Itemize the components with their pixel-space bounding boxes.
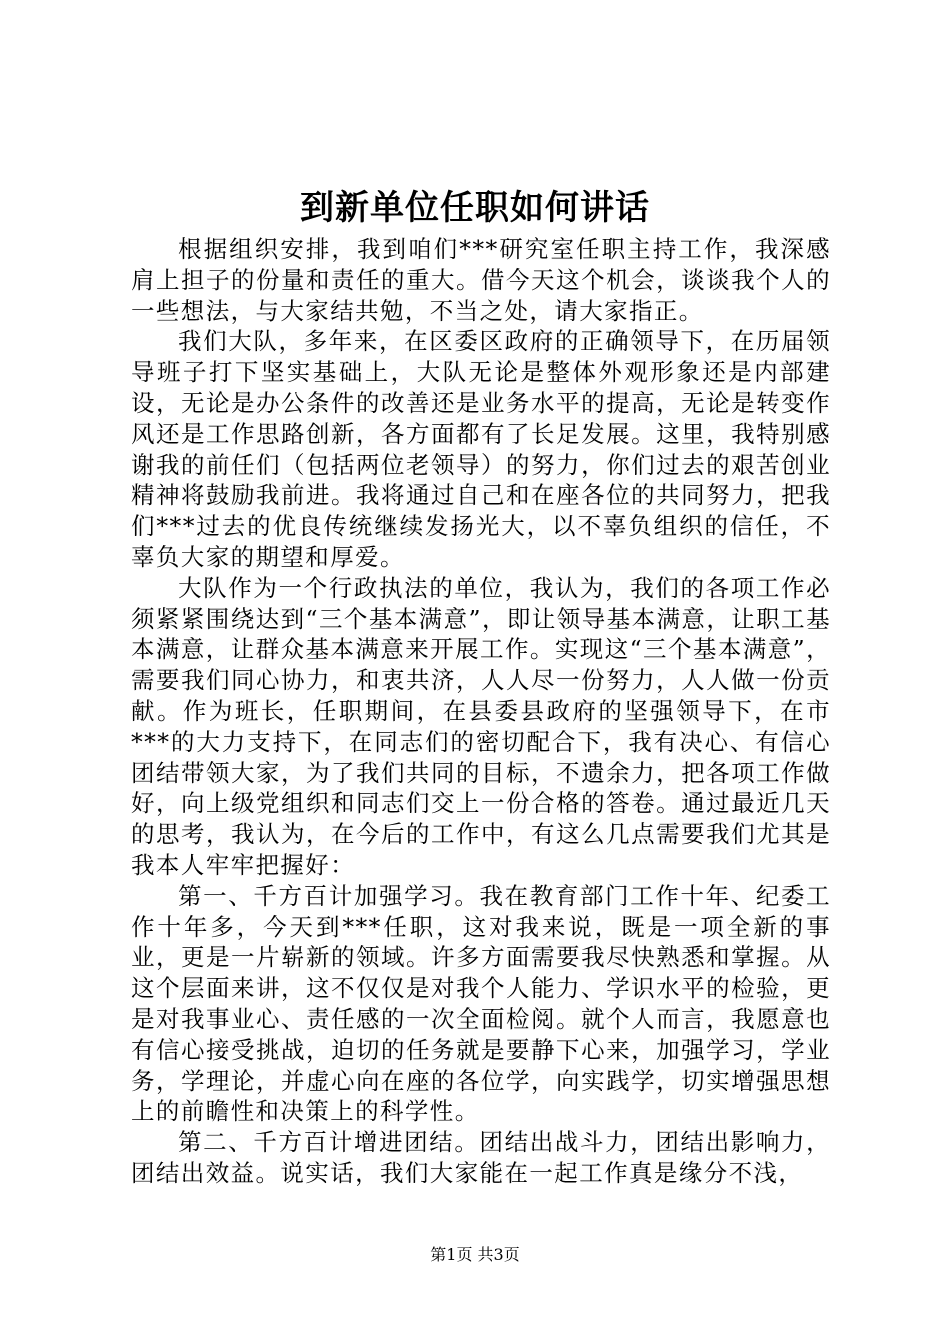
document-body [131,234,831,1189]
paragraph: 大队作为一个行政执法的单位，我认为，我们的各项工作必须紧紧围绕达到“三个基本满意”，即让领导基本满意，让职工基本满意，让群众基本满意来开展工作。实现这“三个基本满意”，需要我们同心协力，和衷共济，人人尽一份努力，人人做一份贡献。作为班长，任职期间，在县委县政府的坚强领导下，在市***的大力支持下，在同志们的密切配合下，我有决心、有信心团结带领大家，为了我们共同的目标，不遗余力，把各项工作做好，向上级党组织和同志们交上一份合格的答卷。通过最近几天的思考，我认为，在今后的工作中，有这么几点需要我们尤其是我本人牢牢把握好： [131,573,831,879]
paragraph: 我们大队，多年来，在区委区政府的正确领导下，在历届领导班子打下坚实基础上，大队无论是整体外观形象还是内部建设，无论是办公条件的改善还是业务水平的提高，无论是转变作风还是工作思路创新，各方面都有了长足发展。这里，我特别感谢我的前任们（包括两位老领导）的努力，你们过去的艰苦创业精神将鼓励我前进。我将通过自己和在座各位的共同努力，把我们***过去的优良传统继续发扬光大，以不辜负组织的信任，不辜负大家的期望和厚爱。 [131,327,831,571]
document-title: 到新单位任职如何讲话 [300,188,650,228]
paragraph: 根据组织安排，我到咱们***研究室任职主持工作，我深感肩上担子的份量和责任的重大。借今天这个机会，谈谈我个人的一些想法，与大家结共勉，不当之处，请大家指正。 [131,235,831,325]
paragraph: 第二、千方百计增进团结。团结出战斗力，团结出影响力，团结出效益。说实话，我们大家能在一起工作真是缘分不浅， [131,1128,831,1187]
page-number: 第1页 共3页 [430,1245,520,1264]
paragraph: 第一、千方百计加强学习。我在教育部门工作十年、纪委工作十年多，今天到***任职，这对我来说，既是一项全新的事业，更是一片崭新的领域。许多方面需要我尽快熟悉和掌握。从这个层面来讲，这不仅仅是对我个人能力、学识水平的检验，更是对我事业心、责任感的一次全面检阅。就个人而言，我愿意也有信心接受挑战，迫切的任务就是要静下心来，加强学习，学业务，学理论，并虚心向在座的各位学，向实践学，切实增强思想上的前瞻性和决策上的科学性。 [131,881,831,1126]
